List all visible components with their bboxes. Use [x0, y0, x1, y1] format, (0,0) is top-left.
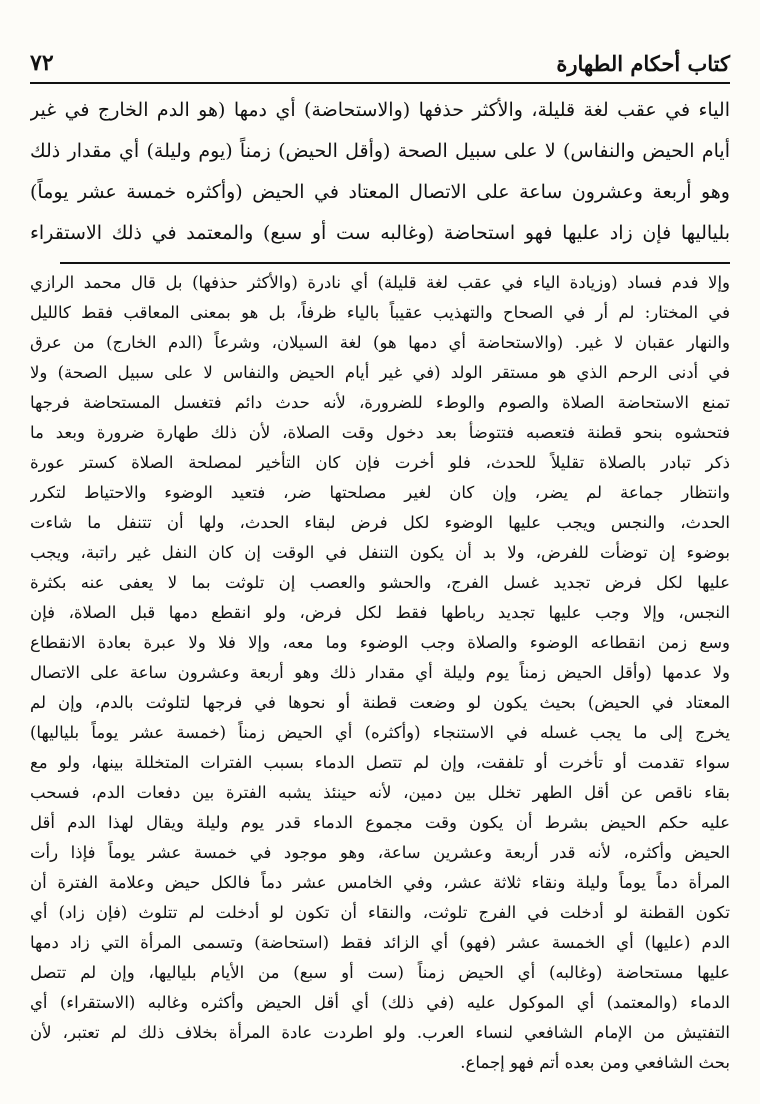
book-title: كتاب أحكام الطهارة	[556, 50, 730, 76]
commentary-line: عليها لكل فرض تجديد غسل الفرج، والحشو والعصب إن تلوثت بما لا يعفى عنه بكثرة	[30, 573, 730, 592]
commentary-line: تمنع الاستحاضة الصلاة والصوم والوطء للضرورة، لأنه حدث دائم فتغسل المستحاضة فرجها	[30, 393, 730, 412]
commentary-text	[30, 268, 730, 1078]
commentary-line: بحث الشافعي ومن بعده أتم فهو إجماع.	[460, 1053, 730, 1072]
commentary-line: تكون القطنة لو أدخلت في الفرج تلوثت، والنقاء أن تكون لو أدخلت لم تتلوث (فإن زاد) أي	[30, 903, 730, 922]
commentary-line: المرأة دماً يوماً وليلة ونقاء ثلاثة عشر، وفي الخامس عشر دماً فالكل حيض وعلامة الفترة أن	[30, 873, 730, 892]
commentary-line: الدم (عليها) أي الخمسة عشر (فهو) أي الزائد فقط (استحاضة) وتسمى المرأة التي زاد دمها	[30, 933, 730, 952]
commentary-line: والنهار عقبان لا غير. (والاستحاضة أي دمها هو) لغة السيلان، وشرعاً (الدم الخارج) من عرق	[30, 333, 730, 352]
commentary-line: المعتاد في الحيض) بحيث يكون لو وضعت قطنة أو نحوها في فرجها لتلوثت بالدم، وإن لم	[30, 693, 730, 712]
main-text-line: الياء في عقب لغة قليلة، والأكثر حذفها (والاستحاضة) أي دمها (هو الدم الخارج في غير	[30, 99, 730, 121]
commentary-line: النجس، وإلا وجب عليها تجديد رباطها فقط لكل فرض، ولو انقطع دمها قبل الصلاة، فإن	[30, 603, 730, 622]
main-text-line: بلياليها فإن زاد عليها فهو استحاضة (وغالبه ست أو سبع) والمعتمد في ذلك الاستقراء	[30, 222, 730, 244]
main-text-line: أيام الحيض والنفاس) لا على سبيل الصحة (وأقل الحيض) زمناً (يوم وليلة) أي مقدار ذلك	[30, 140, 730, 162]
main-text-line: وهو أربعة وعشرون ساعة على الاتصال المعتاد في الحيض (وأكثره خمسة عشر يوماً)	[30, 181, 730, 203]
commentary-line: التفتيش من الإمام الشافعي لنساء العرب. ولو اطردت عادة المرأة بخلاف ذلك لم تعتبر، لأن	[30, 1023, 730, 1042]
commentary-line: الحدث، والنجس ويجب عليها الوضوء لكل فرض لبقاء الحدث، ولها أن تتنفل ما شاءت	[30, 513, 730, 532]
commentary-line: فتحشوه بنحو قطنة فتعصبه فتتوضأ بعد دخول وقت الصلاة، لأن ذلك طهارة ضرورة وبعد ما	[30, 423, 730, 442]
page-header	[30, 44, 730, 84]
commentary-line: عليها مستحاضة (وغالبه) أي الحيض زمناً (ست أو سبع) من الأيام بلياليها، وإن لم تتصل	[30, 963, 730, 982]
commentary-line: بقاء ناقص عن أقل الطهر تخلل بين دمين، لأنه حينئذ يشبه الفترة بين دفعات الدم، فسحب	[30, 783, 730, 802]
main-text	[30, 90, 730, 258]
commentary-line: في أدنى الرحم الذي هو مستقر الولد (في غير أيام الحيض والنفاس لا على سبيل الصحة) ولا	[30, 363, 730, 382]
commentary-line: يخرج إلى ما يجب غسله في الاستنجاء (وأكثره) أي الحيض زمناً (خمسة عشر يوماً بلياليها)	[30, 723, 730, 742]
commentary-line: عليه حكم الحيض بشرط أن يكون وقت مجموع الدماء قدر يوم وليلة ويقال لهذا الدم أقل	[30, 813, 730, 832]
commentary-line: ذكر تبادر بالصلاة تقليلاً للحدث، فلو أخرت فإن كان التأخير لمصلحة الصلاة كستر عورة	[30, 453, 730, 472]
commentary-line: الدماء (والمعتمد) أي الموكول عليه (في ذلك) أي أقل الحيض وأكثره وغالبه (الاستقراء) أي	[30, 993, 730, 1012]
commentary-line: الحيض وأكثره، لأنه قدر أربعة وعشرين ساعة، وهو موجود في خمسة عشر يوماً فإذا رأت	[30, 843, 730, 862]
commentary-line: وإلا فدم فساد (وزيادة الياء في عقب لغة قليلة) أي نادرة (والأكثر حذفها) بل قال محمد الرازي	[30, 273, 730, 292]
commentary-line: ولا عدمها (وأقل الحيض زمناً يوم وليلة أي مقدار ذلك وهو أربعة وعشرون ساعة على الاتصال	[30, 663, 730, 682]
commentary-line: بوضوء إن توضأت للفرض، ولا بد أن يكون التنفل في الوقت إن كان النفل غير راتبة، ويجب	[30, 543, 730, 562]
commentary-line: سواء تقدمت أو تأخرت أو تلفقت، وإن لم تتصل الدماء بسبب الفترات المتخللة بينها، ولو مع	[30, 753, 730, 772]
page-number: ٧٢	[30, 50, 54, 76]
commentary-line: وانتظار جماعة لم يضر، وإن كان لغير مصلحتها ضر، فتعيد الوضوء والاحتياط لتكرر	[30, 483, 730, 502]
commentary-line: في المختار: لم أر في الصحاح والتهذيب عقيباً بالياء ظرفاً، بل هو بمعنى المعاقب فقط كالليل	[30, 303, 730, 322]
commentary-line: وسع زمن انقطاعه الوضوء والصلاة وجب الوضوء وما معه، وإلا فلا ولا عبرة بعادة الانقطاع	[30, 633, 730, 652]
footnote-separator	[60, 262, 730, 264]
